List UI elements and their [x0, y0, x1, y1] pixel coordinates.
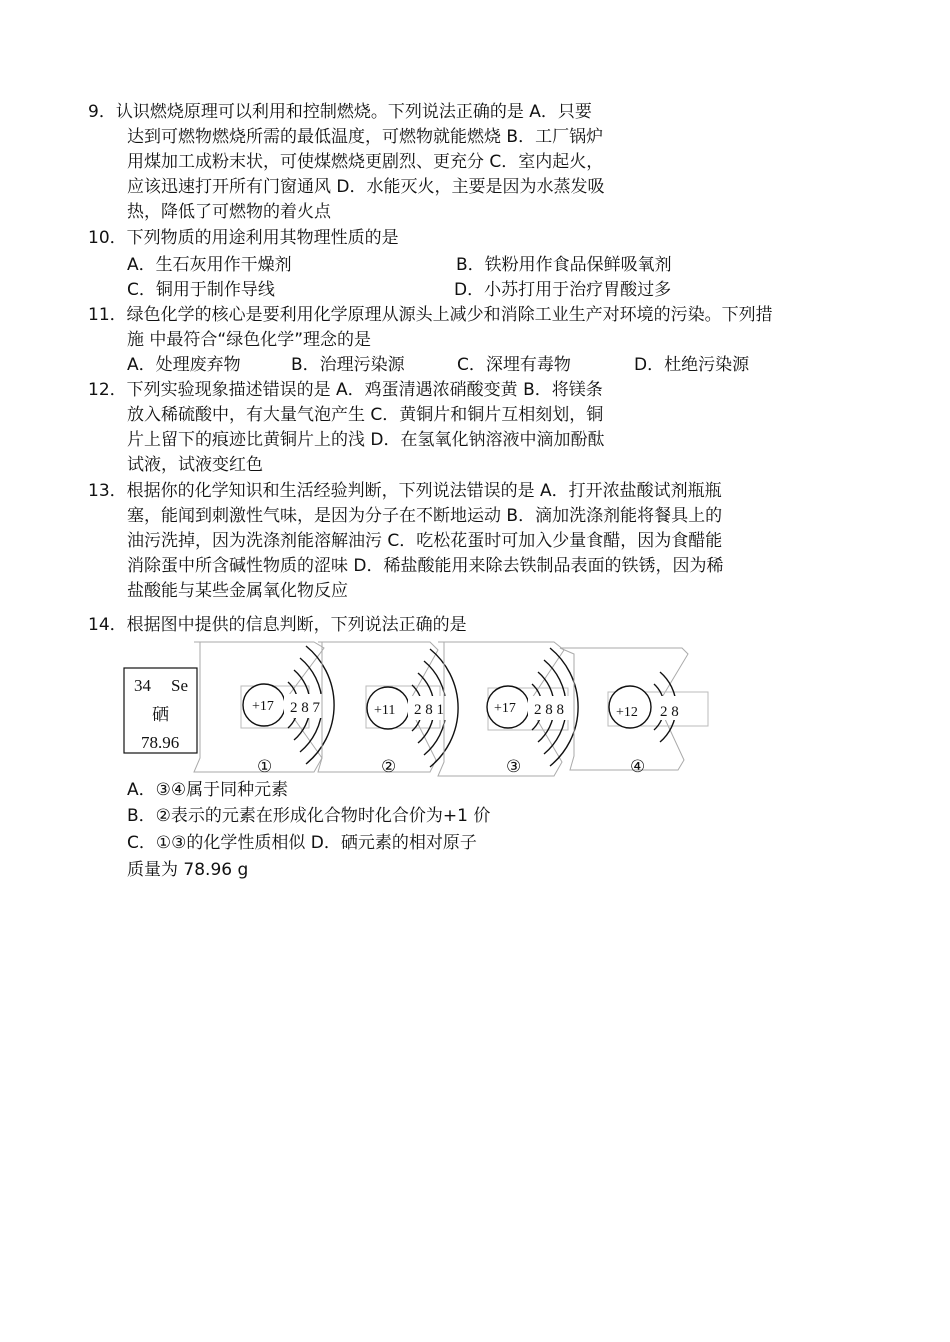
q11-option-d: D．杜绝污染源: [634, 355, 750, 375]
atom-1: [194, 642, 334, 777]
q13-line-4: 消除蛋中所含碱性物质的涩味 D．稀盐酸能用来除去铁制品表面的铁锈，因为稀: [127, 556, 724, 576]
q12-line-3: 片上留下的痕迹比黄铜片上的浅 D．在氢氧化钠溶液中滴加酚酞: [127, 430, 605, 450]
atom-3: [438, 642, 578, 777]
q10-option-d: D．小苏打用于治疗胃酸过多: [454, 280, 672, 300]
atom-4: [560, 648, 708, 777]
atom-3-label: ③: [506, 757, 522, 777]
q14-option-c: C．①③的化学性质相似 D．硒元素的相对原子: [127, 833, 477, 853]
nucleus-2-charge: +11: [374, 703, 396, 718]
atom-1-label: ①: [257, 757, 273, 777]
q9-line-1: 9．认识燃烧原理可以利用和控制燃烧。下列说法正确的是 A．只要: [88, 102, 592, 122]
q11-option-b: B．治理污染源: [291, 355, 405, 375]
q10-option-b: B．铁粉用作食品保鲜吸氧剂: [456, 255, 672, 275]
element-symbol: Se: [171, 676, 188, 695]
q14-option-a: A．③④属于同种元素: [127, 780, 289, 800]
q9-line-2: 达到可燃物燃烧所需的最低温度，可燃物就能燃烧 B．工厂锅炉: [127, 127, 604, 147]
nucleus-1-charge: +17: [252, 699, 274, 714]
q9-line-3: 用煤加工成粉末状，可使煤燃烧更剧烈、更充分 C．室内起火，: [127, 152, 604, 172]
element-card: [124, 668, 197, 753]
q12-line-1: 12．下列实验现象描述错误的是 A．鸡蛋清遇浓硝酸变黄 B．将镁条: [88, 380, 603, 400]
nucleus-3-charge: +17: [494, 701, 516, 716]
q13-line-1: 13．根据你的化学知识和生活经验判断，下列说法错误的是 A．打开浓盐酸试剂瓶瓶: [88, 481, 722, 501]
nucleus-4-charge: +12: [616, 705, 638, 720]
atom-2-label: ②: [381, 757, 397, 777]
q13-line-2: 塞，能闻到刺激性气味，是因为分子在不断地运动 B．滴加洗涤剂能将餐具上的: [127, 506, 723, 526]
q10-option-c: C．铜用于制作导线: [127, 280, 275, 300]
q12-line-4: 试液，试液变红色: [127, 455, 263, 475]
q13-line-3: 油污洗掉，因为洗涤剂能溶解油污 C．吃松花蛋时可加入少量食醋，因为食醋能: [127, 531, 723, 551]
shells-4: 2 8: [660, 704, 679, 720]
q10-option-a: A．生石灰用作干燥剂: [127, 255, 292, 275]
q9-line-4: 应该迅速打开所有门窗通风 D．水能灭火，主要是因为水蒸发吸: [127, 177, 605, 197]
atom-2: [318, 642, 458, 777]
q9-line-5: 热，降低了可燃物的着火点: [127, 202, 331, 222]
q11-option-a: A．处理废弃物: [127, 355, 241, 375]
shells-2: 2 8 1: [414, 702, 444, 718]
element-name: 硒: [152, 705, 169, 725]
shells-1: 2 8 7: [290, 700, 320, 716]
q14-option-d: 质量为 78.96 g: [127, 860, 249, 880]
atom-structure-diagram: [118, 638, 718, 778]
q10-stem: 10．下列物质的用途利用其物理性质的是: [88, 228, 399, 248]
atom-4-label: ④: [630, 757, 646, 777]
q11-line-1: 11．绿色化学的核心是要利用化学原理从源头上减少和消除工业生产对环境的污染。下列措: [88, 305, 773, 325]
q14-stem: 14．根据图中提供的信息判断，下列说法正确的是: [88, 615, 467, 635]
shells-3: 2 8 8: [534, 702, 564, 718]
q11-option-c: C．深埋有毒物: [457, 355, 571, 375]
q11-line-2: 施 中最符合“绿色化学”理念的是: [127, 330, 372, 350]
element-mass: 78.96: [141, 733, 180, 752]
q12-line-2: 放入稀硫酸中，有大量气泡产生 C．黄铜片和铜片互相刻划，铜: [127, 405, 604, 425]
q13-line-5: 盐酸能与某些金属氧化物反应: [127, 581, 348, 601]
q14-option-b: B．②表示的元素在形成化合物时化合价为+1 价: [127, 806, 491, 826]
element-number: 34: [134, 676, 151, 695]
